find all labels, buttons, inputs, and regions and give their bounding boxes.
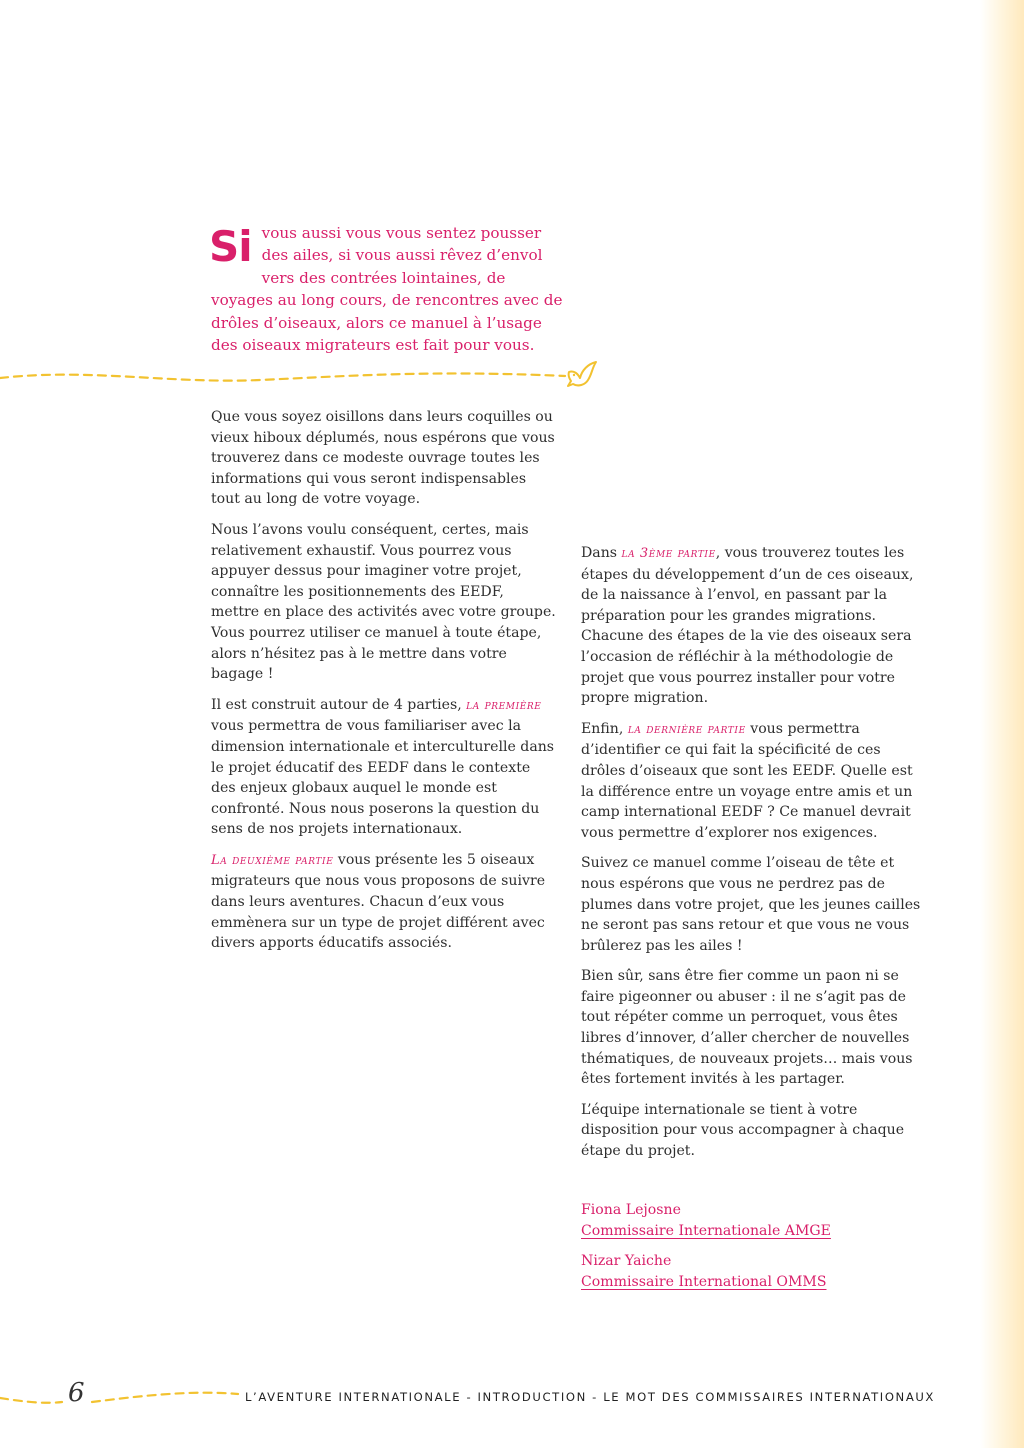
intro-text: vous aussi vous vous sentez pousser des ailes, si vous aussi rêvez d’envol vers des contrées lointaines, de voyages au long cours, de rencontres avec de drôles d’oiseaux, alors ce manuel à l’usage des oiseaux migrateurs est fait pour vous.: [211, 224, 563, 355]
text-run: , vous trouverez toutes les étapes du développement d’un de ces oiseaux, de la naissance à l’envol, en passant par la préparation pour les grandes migrations. Chacune des étapes de la vie des oiseaux sera l’occasion de réfléchir à la méthodologie de projet que vous pourrez installer pour votre propre migration.: [581, 545, 914, 707]
dashed-flight-path: [0, 358, 570, 388]
signatory-role: Commissaire International OMMS: [581, 1274, 827, 1290]
left-column: [211, 407, 556, 964]
text-run: Il est construit autour de 4 parties,: [211, 696, 467, 713]
paragraph: Nous l’avons voulu conséquent, certes, mais relativement exhaustif. Vous pourrez vous appuyer dessus pour imaginer votre projet, connaître les positionnements des EEDF, mettre en place des activités avec votre groupe. Vous pourrez utiliser ce manuel à toute étape, alors n’hésitez pas à le mettre dans votre bagage !: [211, 521, 556, 683]
part-reference: la dernière partie: [627, 721, 746, 737]
page-number: 6: [68, 1378, 85, 1408]
part-reference: la 3ème partie: [621, 546, 716, 561]
text-run: Dans: [581, 545, 622, 561]
footer-dashed-line: [0, 1380, 240, 1416]
paragraph: Bien sûr, sans être fier comme un paon ni se faire pigeonner ou abuser : il ne s’agit pas de tout répéter comme un perroquet, vous êtes libres d’innover, d’aller chercher de nouvelles thématiques, de nouveaux projets… mais vous êtes fortement invités à les partager.: [581, 968, 913, 1088]
paragraph: L’équipe internationale se tient à votre disposition pour vous accompagner à chaque étape du projet.: [581, 1101, 905, 1160]
intro-paragraph: [211, 222, 563, 356]
page-edge-gradient: [980, 0, 1024, 1448]
dropcap: Si: [209, 222, 252, 271]
signatory-role: Commissaire Internationale AMGE: [581, 1223, 831, 1239]
paragraph: [581, 543, 926, 709]
paragraph: [211, 850, 556, 954]
part-reference: la première: [466, 697, 542, 713]
paragraph: [211, 695, 556, 840]
paragraph: [581, 719, 926, 844]
running-footer-title: L’AVENTURE INTERNATIONALE - INTRODUCTION - LE MOT DES COMMISSAIRES INTERNATIONAUX: [245, 1390, 935, 1404]
paragraph: Que vous soyez oisillons dans leurs coquilles ou vieux hiboux déplumés, nous espérons que vous trouverez dans ce modeste ouvrage toutes les informations qui vous seront indispensables tout au long de votre voyage.: [211, 409, 555, 508]
signatory-name: Fiona Lejosne: [581, 1202, 681, 1218]
right-column: [581, 543, 926, 1172]
paragraph: Suivez ce manuel comme l’oiseau de tête et nous espérons que vous ne perdrez pas de plumes dans votre projet, que les jeunes cailles ne seront pas sans retour et que vous ne vous brûlerez pas les ailes !: [581, 855, 921, 954]
signatory-name: Nizar Yaiche: [581, 1253, 672, 1269]
text-run: vous permettra de vous familiariser avec la dimension internationale et interculturelle dans le projet éducatif des EEDF dans le contexte des enjeux globaux auquel le monde est confronté. Nous nous poserons la question du sens de nos projets internationaux.: [211, 718, 555, 838]
bird-icon: [566, 358, 600, 392]
signature-block: [581, 1251, 926, 1293]
text-run: vous permettra d’identifier ce qui fait la spécificité de ces drôles d’oiseaux que sont les EEDF. Quelle est la différence entre un voyage entre amis et un camp international EEDF ? Ce manuel devrait vous permettre d’explorer nos exigences.: [581, 720, 913, 841]
signature-block: [581, 1200, 926, 1242]
text-run: Enfin,: [581, 720, 628, 737]
text-run: vous présente les 5 oiseaux migrateurs que nous vous proposons de suivre dans leurs aventures. Chacun d’eux vous emmènera sur un type de projet différent avec divers apports éducatifs associés.: [211, 851, 546, 952]
part-reference: La deuxième partie: [211, 852, 334, 868]
